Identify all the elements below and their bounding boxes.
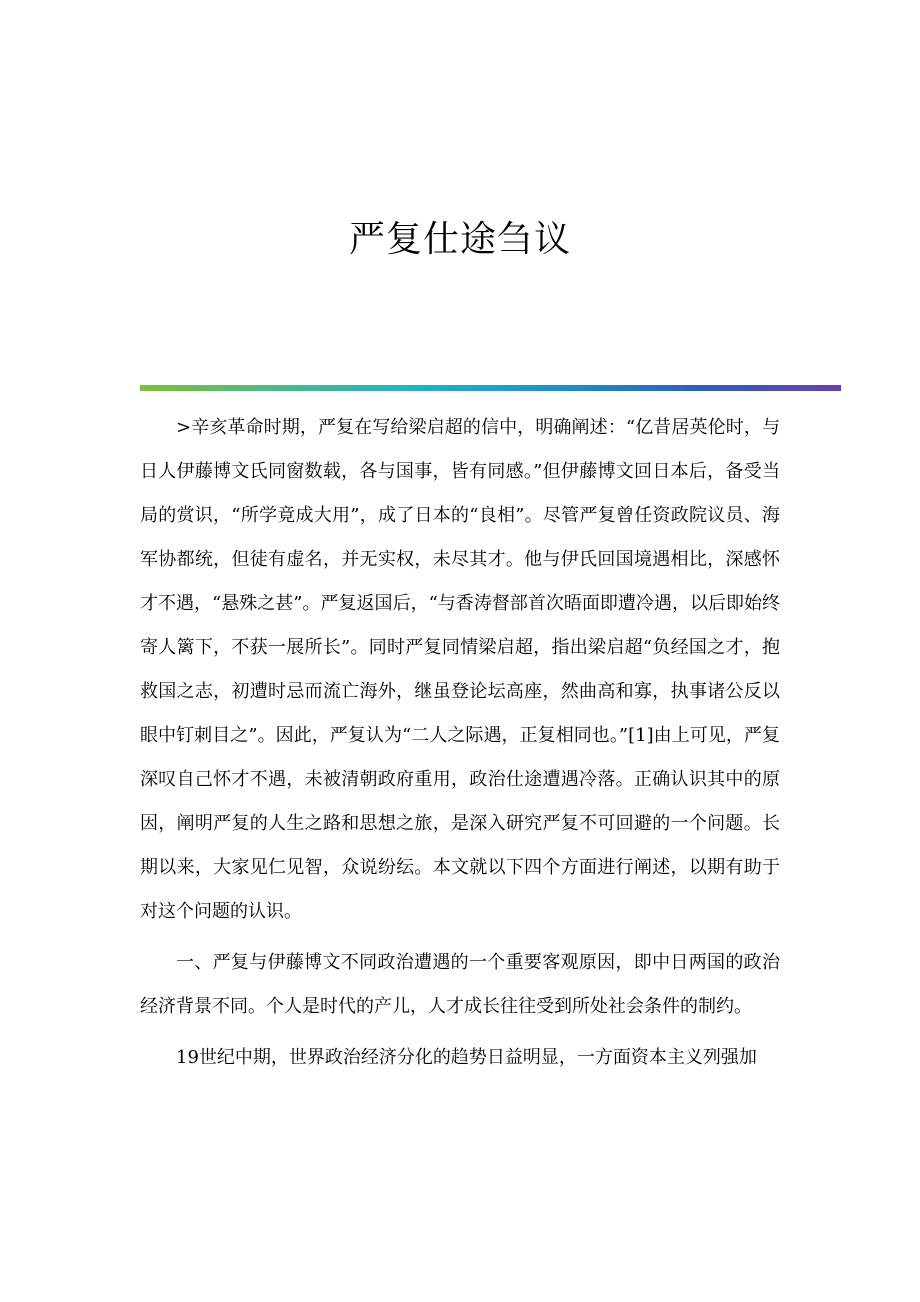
document-title: 严复仕途刍议 xyxy=(348,219,571,260)
paragraph-1: >辛亥革命时期，严复在写给梁启超的信中，明确阐述：“亿昔居英伦时，与日人伊藤博文氏同窗数载，各与国事，皆有同感。”但伊藤博文回日本后，备受当局的赏识，“所学竟成大用”，成了日本的“良相”。尽管严复曾任资政院议员、海军协都统，但徒有虚名，并无实权，未尽其才。他与伊氏回国境遇相比，深感怀才不遇，“悬殊之甚”。严复返国后，“与香涛督部首次晤面即遭冷遇，以后即始终寄人篱下，不获一展所长”。同时严复同情梁启超，指出梁启超“负经国之才，抱救国之志，初遭时忌而流亡海外，继虽登论坛高座，然曲高和寡，执事诸公反以眼中钉刺目之”。因此，严复认为“二人之际遇，正复相同也。”[1]由上可见，严复深叹自己怀才不遇，未被清朝政府重用，政治仕途遭遇冷落。正确认识其中的原因，阐明严复的人生之路和思想之旅，是深入研究严复不可回避的一个问题。长期以来，大家见仁见智，众说纷纭。本文就以下四个方面进行阐述，以期有助于对这个问题的认识。 xyxy=(140,417,780,922)
document-body xyxy=(140,406,780,1087)
paragraph-2: 一、严复与伊藤博文不同政治遭遇的一个重要客观原因，即中日两国的政治经济背景不同。个人是时代的产儿，人才成长往往受到所处社会条件的制约。 xyxy=(140,952,780,1017)
title-divider xyxy=(140,385,841,391)
paragraph-3: 19世纪中期，世界政治经济分化的趋势日益明显，一方面资本主义列强加 xyxy=(176,1047,757,1068)
